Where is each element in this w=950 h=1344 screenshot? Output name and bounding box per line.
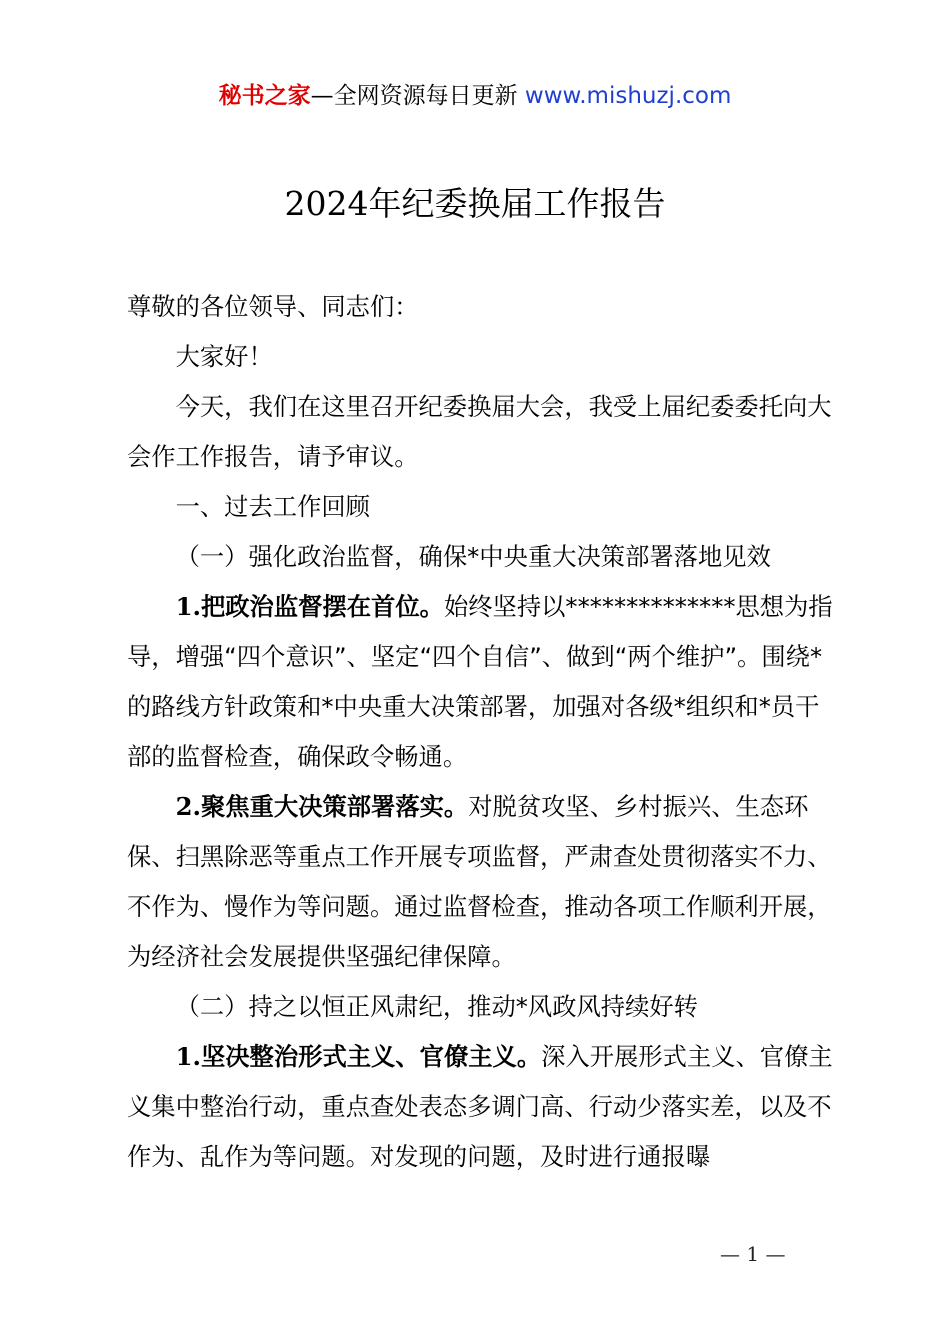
paragraph-2-number: 2. — [175, 792, 201, 821]
paragraph-2 — [127, 782, 835, 982]
page-number: — 1 — — [720, 1242, 786, 1266]
paragraph-2-text: 对脱贫攻坚、乡村振兴、生态环保、扫黑除恶等重点工作开展专项监督，严肃查处贯彻落实不力、不作为、慢作为等问题。通过监督检查，推动各项工作顺利开展，为经济社会发展提供坚强纪律保障。 — [127, 792, 832, 971]
paragraph-3-lead: 坚决整治形式主义、官僚主义。 — [200, 1042, 542, 1071]
subsection-heading-1: （一）强化政治监督，确保*中央重大决策部署落地见效 — [175, 542, 771, 571]
paragraph-1-text: 始终坚持以**************思想为指导，增强“四个意识”、坚定“四个自信”、做到“两个维护”。围绕*的路线方针政策和*中央重大决策部署，加强对各级*组织和*员干部的监督检查，确保政令畅通。 — [127, 592, 833, 771]
paragraph-2-lead: 聚焦重大决策部署落实。 — [200, 792, 469, 821]
salutation: 尊敬的各位领导、同志们： — [127, 292, 419, 321]
section-heading-1: 一、过去工作回顾 — [175, 492, 370, 521]
document-title: 2024年纪委换届工作报告 — [284, 184, 666, 223]
subsection-heading-2: （二）持之以恒正风肃纪，推动*风政风持续好转 — [175, 992, 698, 1021]
intro-paragraph: 今天，我们在这里召开纪委换届大会，我受上届纪委委托向大会作工作报告，请予审议。 — [127, 392, 832, 471]
paragraph-1-lead: 把政治监督摆在首位。 — [200, 592, 444, 621]
site-header — [0, 80, 950, 112]
paragraph-3-number: 1. — [175, 1042, 201, 1071]
site-url[interactable]: www.mishuzj.com — [524, 83, 732, 109]
greeting: 大家好！ — [175, 342, 273, 371]
site-brand: 秘书之家 — [218, 83, 311, 109]
paragraph-3-text: 深入开展形式主义、官僚主义集中整治行动，重点查处表态多调门高、行动少落实差，以及不作为、乱作为等问题。对发现的问题，及时进行通报曝 — [127, 1042, 833, 1171]
paragraph-1 — [127, 582, 835, 782]
document-body — [127, 282, 835, 1182]
site-tagline: —全网资源每日更新 — [310, 83, 525, 109]
paragraph-3 — [127, 1032, 835, 1182]
paragraph-1-number: 1. — [175, 592, 201, 621]
